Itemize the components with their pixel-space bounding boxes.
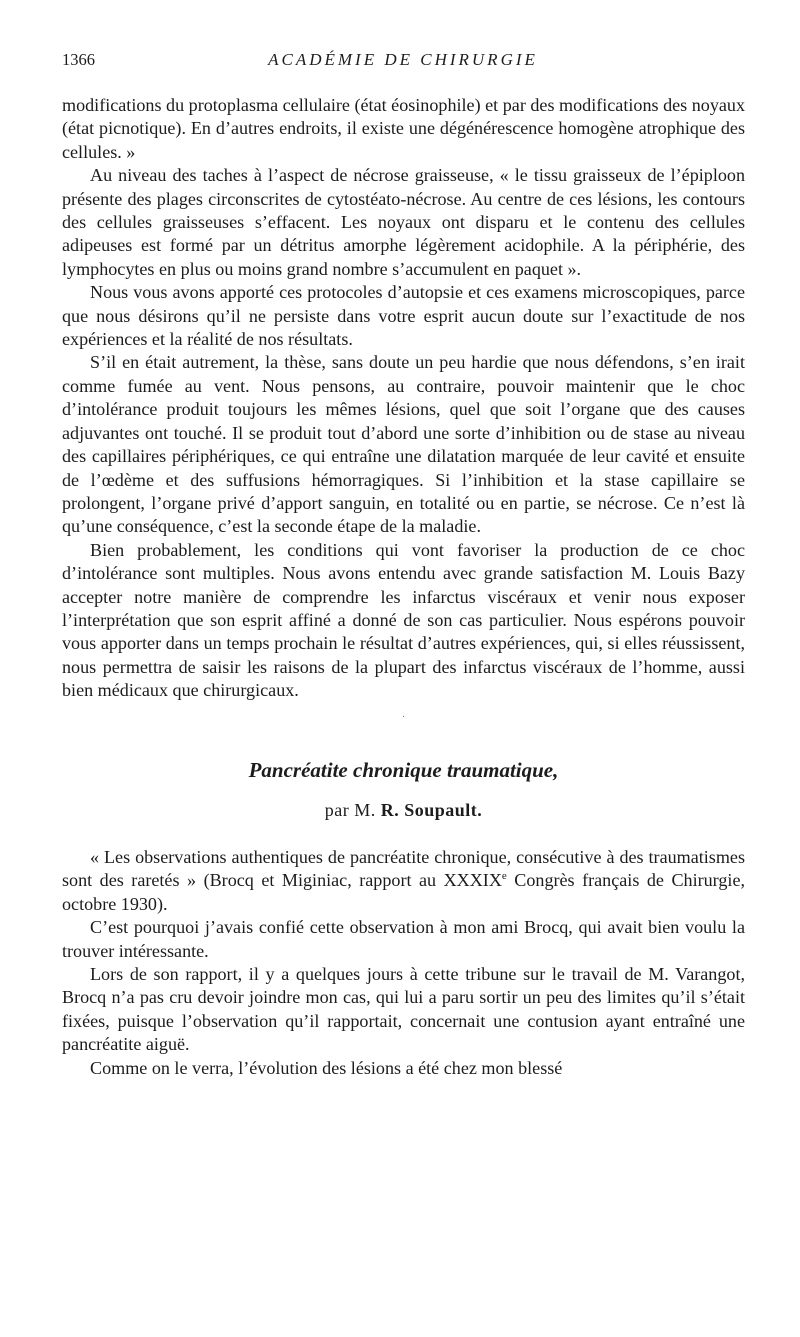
author-name: R. Soupault. [380, 799, 483, 820]
paragraph [62, 846, 745, 916]
paragraph: Lors de son rapport, il y a quelques jours à cette tribune sur le travail de M. Varangot, Brocq n’a pas cru devoir joindre mon cas, qui lui a paru sortir un peu des limites qu’il s’était fixées, puisque l’observation qu’il rapportait, concernait une contusion ayant entraîné une pancréatite aiguë. [62, 964, 745, 1055]
superscript: e [501, 870, 507, 883]
running-title: ACADÉMIE DE CHIRURGIE [268, 50, 538, 69]
section-separator: · [401, 711, 406, 723]
paragraph-text: « Les observations authentiques de pancréatite chronique, consécutive à des traumatismes sont des raretés » (Brocq et Miginiac, rapport au XXXIX [62, 846, 745, 891]
paragraph-text: Congrès français de Chirurgie, octobre 1930). [62, 870, 745, 914]
article-title: Pancréatite chronique traumatique, [248, 757, 559, 782]
paragraph: Comme on le verra, l’évolution des lésions a été chez mon blessé [90, 1057, 563, 1078]
paragraph: Nous vous avons apporté ces protocoles d’autopsie et ces examens microscopiques, parce que nous désirons qu’il ne persiste dans votre esprit aucun doute sur l’exactitude de nos expériences et la réalité de nos résultats. [62, 282, 745, 350]
paragraph: Bien probablement, les conditions qui vont favoriser la production de ce choc d’intolérance sont multiples. Nous avons entendu avec grande satisfaction M. Louis Bazy accepter notre manière de comprendre les infarctus viscéraux et venir nous exposer l’interprétation que son esprit affiné a donné de son cas particulier. Nous espérons pouvoir vous apporter dans un temps prochain le résultat d’autres expériences, qui, si elles réussissent, nous permettra de saisir les raisons de la plupart des infarctus viscéraux de l’homme, aussi bien médicaux que chirurgicaux. [62, 539, 745, 701]
byline-prefix: par M. [324, 799, 376, 820]
byline [62, 799, 745, 822]
paragraph: Au niveau des taches à l’aspect de nécrose graisseuse, « le tissu graisseux de l’épiploon présente des plages circonscrites de cytostéato-nécrose. Au centre de ces lésions, les contours des cellules graisseuses s’effacent. Les noyaux ont disparu et le contenu des cellules adipeuses est formé par un détritus amorphe légèrement acidophile. A la périphérie, des lymphocytes en plus ou moins grand nombre s’accumulent en paquet ». [62, 165, 745, 279]
paragraph: S’il en était autrement, la thèse, sans doute un peu hardie que nous défendons, s’en irait comme fumée au vent. Nous pensons, au contraire, pouvoir maintenir que le choc d’intolérance produit toujours les mêmes lésions, quel que soit l’organe que des causes adjuvantes ont touché. Il se produit tout d’abord une sorte d’inhibition ou de stase au niveau des capillaires périphériques, ce qui entraîne une dilatation marquée de leur cavité et ensuite de l’œdème et des suffusions hémorragiques. Si l’inhibition et la stase capillaire se prolongent, l’organe privé d’apport sanguin, en totalité ou en partie, se nécrose. Ce n’est là qu’une conséquence, c’est la seconde étape de la maladie. [62, 352, 745, 537]
paragraph: modifications du protoplasma cellulaire (état éosinophile) et par des modifications des noyaux (état picnotique). En d’autres endroits, il existe une dégénérescence homogène atrophique des cellules. » [62, 95, 745, 162]
body-text [62, 94, 745, 1080]
paragraph: C’est pourquoi j’avais confié cette observation à mon ami Brocq, qui avait bien voulu la trouver intéressante. [62, 917, 745, 961]
page-header [62, 50, 744, 74]
page-number: 1366 [62, 50, 95, 69]
